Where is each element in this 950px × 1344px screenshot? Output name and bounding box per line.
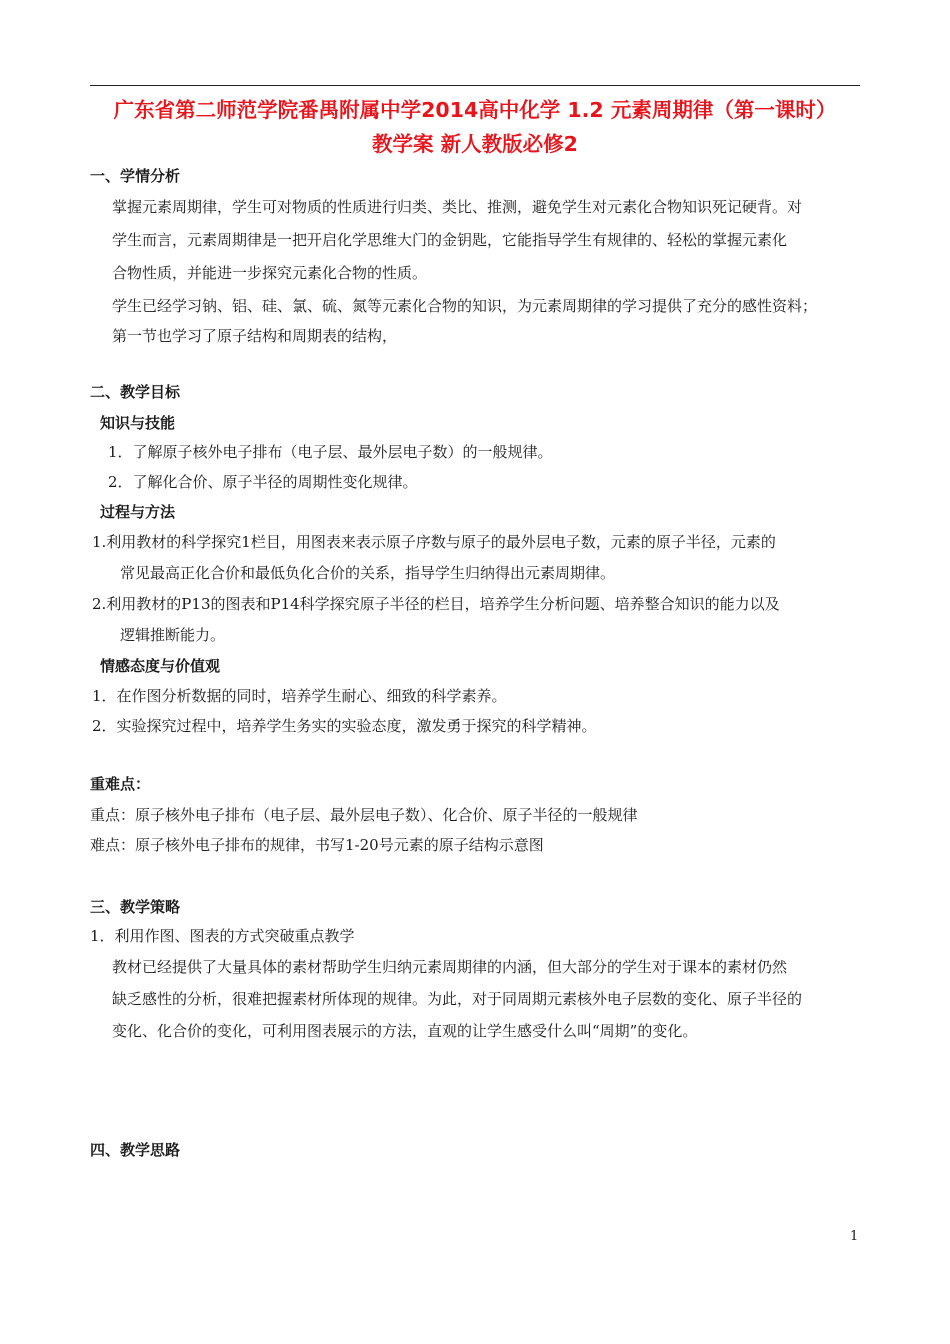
list-item: 1．在作图分析数据的同时，培养学生耐心、细致的科学素养。 [92,687,507,705]
page-number: 1 [850,1229,859,1244]
keypoints-heading: 重难点： [90,775,151,793]
section-heading-1: 一、学情分析 [90,167,181,185]
list-item: 2.利用教材的P13的图表和P14科学探究原子半径的栏目，培养学生分析问题、培养整合知识的能力以及 [92,595,780,613]
paragraph-line: 学生已经学习钠、铝、硅、氯、硫、氮等元素化合物的知识，为元素周期律的学习提供了充分的感性资料； [112,297,818,315]
paragraph-line: 合物性质，并能进一步探究元素化合物的性质。 [112,264,428,282]
document-title-line2: 教学案 新人教版必修2 [372,132,578,156]
difficult-point: 难点：原子核外电子排布的规律，书写1-20号元素的原子结构示意图 [90,836,544,854]
document-title-line1: 广东省第二师范学院番禺附属中学2014高中化学 1.2 元素周期律（第一课时） [113,98,837,122]
paragraph-line: 学生而言，元素周期律是一把开启化学思维大门的金钥匙，它能指导学生有规律的、轻松的掌握元素化 [112,231,788,249]
paragraph-line: 教材已经提供了大量具体的素材帮助学生归纳元素周期律的内涵，但大部分的学生对于课本的素材仍然 [112,958,788,976]
list-item-continuation: 逻辑推断能力。 [120,626,226,644]
paragraph-line: 第一节也学习了原子结构和周期表的结构， [112,327,398,345]
paragraph-line: 掌握元素周期律，学生可对物质的性质进行归类、类比、推测，避免学生对元素化合物知识死记硬背。对 [112,198,803,216]
list-item: 1．了解原子核外电子排布（电子层、最外层电子数）的一般规律。 [108,443,553,461]
subheading-knowledge: 知识与技能 [100,414,176,432]
section-heading-3: 三、教学策略 [90,898,181,916]
list-item: 1．利用作图、图表的方式突破重点教学 [90,927,355,945]
section-heading-4: 四、教学思路 [90,1141,181,1159]
header-rule [90,85,860,86]
section-heading-2: 二、教学目标 [90,383,181,401]
paragraph-line: 变化、化合价的变化，可利用图表展示的方法，直观的让学生感受什么叫“周期”的变化。 [112,1022,698,1040]
paragraph-line: 缺乏感性的分析，很难把握素材所体现的规律。为此，对于同周期元素核外电子层数的变化、原子半径的 [112,990,803,1008]
list-item: 1.利用教材的科学探究1栏目，用图表来表示原子序数与原子的最外层电子数，元素的原子半径，元素的 [92,533,776,551]
list-item: 2．了解化合价、原子半径的周期性变化规律。 [108,473,418,491]
subheading-attitude: 情感态度与价值观 [100,657,221,675]
subheading-process: 过程与方法 [100,503,176,521]
list-item: 2．实验探究过程中，培养学生务实的实验态度，激发勇于探究的科学精神。 [92,717,597,735]
key-point: 重点：原子核外电子排布（电子层、最外层电子数）、化合价、原子半径的一般规律 [90,806,638,824]
list-item-continuation: 常见最高正化合价和最低负化合价的关系，指导学生归纳得出元素周期律。 [120,564,616,582]
